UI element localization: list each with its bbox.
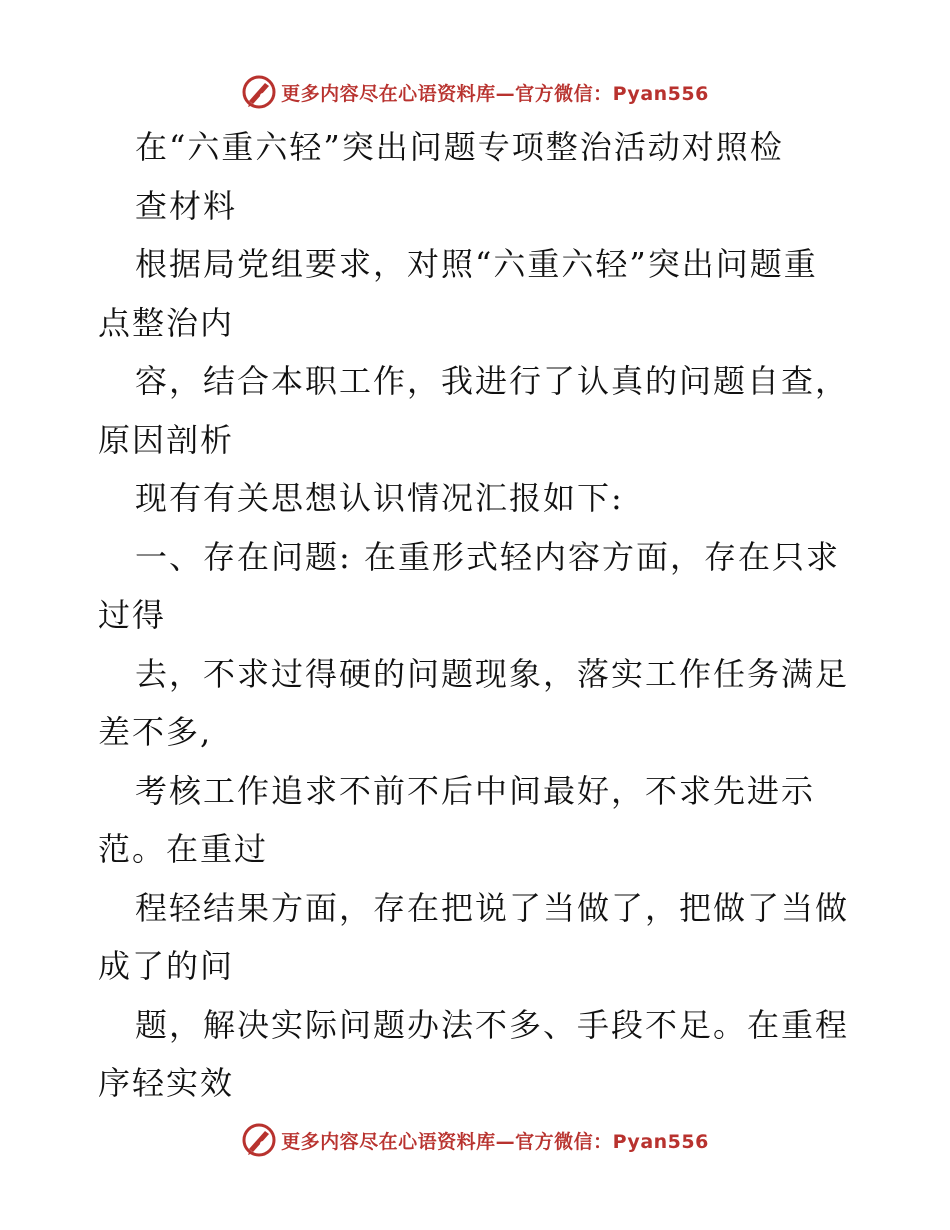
paragraph-line: 程轻结果方面，存在把说了当做了，把做了当做: [135, 888, 850, 927]
paragraph-line: 一、存在问题: 在重形式轻内容方面，存在只求: [135, 537, 840, 576]
paragraph-line: 成了的问: [98, 947, 235, 985]
paragraph-line: 原因剖析: [98, 420, 235, 459]
paragraph-line: 范。在重过: [98, 830, 269, 868]
paragraph-line: 序轻实效: [98, 1064, 235, 1102]
header-watermark-banner: [0, 72, 950, 112]
paragraph-line: 去，不求过得硬的问题现象，落实工作任务满足: [135, 654, 850, 693]
watermark-text: 更多内容尽在心语资料库—官方微信：Pyan556: [281, 1130, 709, 1153]
paragraph-line: 点整治内: [98, 303, 235, 342]
paragraph-line: 差不多,: [98, 713, 213, 751]
paragraph-line: 根据局党组要求，对照“六重六轻”突出问题重: [135, 245, 818, 283]
pen-in-circle-icon: [241, 74, 277, 110]
pen-in-circle-icon: [241, 1122, 277, 1158]
paragraph-line: 题，解决实际问题办法不多、手段不足。在重程: [135, 1005, 850, 1044]
document-body: [98, 118, 858, 1113]
paragraph-line: 现有有关思想认识情况汇报如下:: [135, 479, 624, 517]
footer-watermark-banner: [0, 1120, 950, 1160]
paragraph-line: 过得: [98, 596, 167, 634]
paragraph-line: 考核工作追求不前不后中间最好，不求先进示: [135, 771, 816, 810]
watermark-text: 更多内容尽在心语资料库—官方微信：Pyan556: [281, 82, 709, 105]
title-line-2: 查材料: [135, 186, 238, 225]
paragraph-line: 容，结合本职工作，我进行了认真的问题自查，: [135, 362, 850, 400]
title-line-1: 在“六重六轻”突出问题专项整治活动对照检: [135, 128, 784, 166]
